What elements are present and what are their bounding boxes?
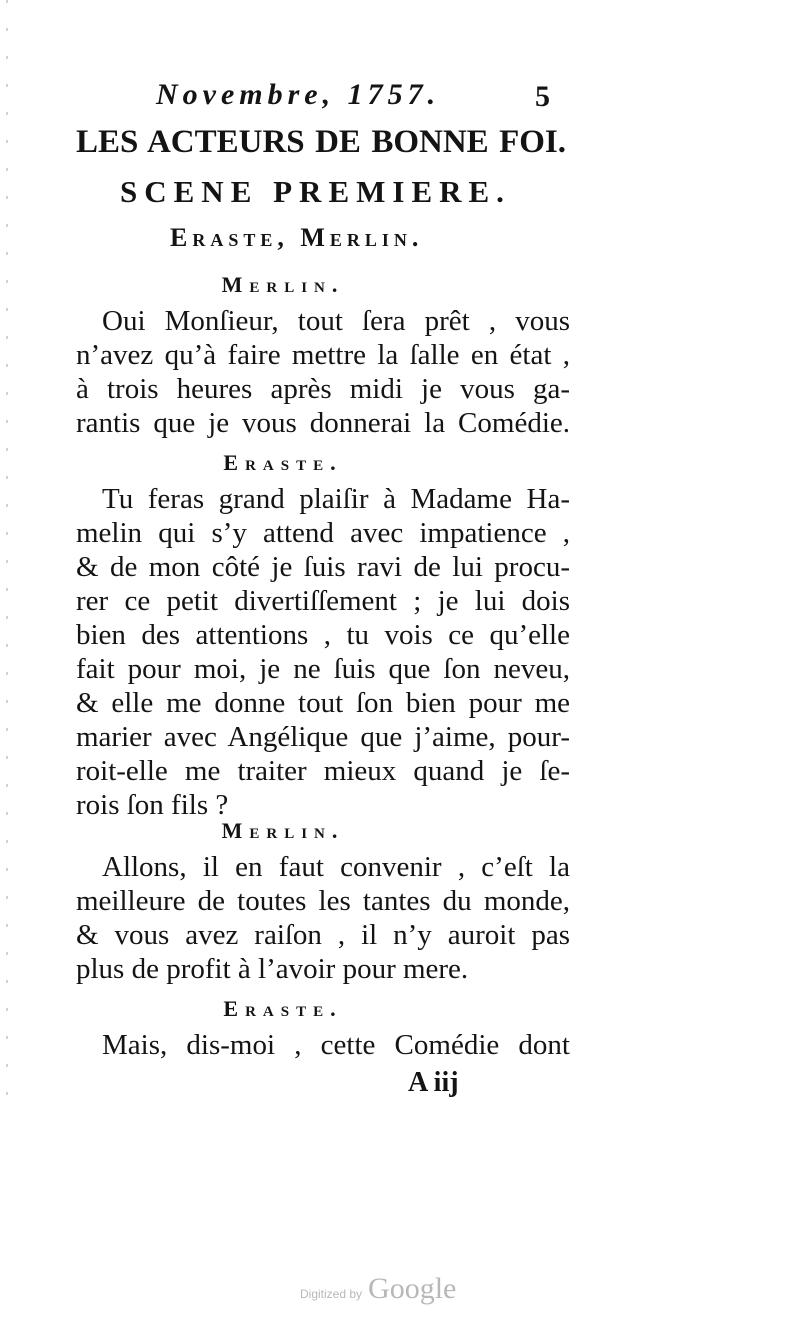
text-line: & elle me donne tout ſon bien pour me [76, 687, 570, 719]
play-title: LES ACTEURS DE BONNE FOI. [76, 124, 566, 160]
speaker-name: Merlin. [221, 818, 345, 843]
page-edge-shadow [6, 0, 8, 1100]
page-number: 5 [535, 80, 550, 113]
speaker-name: Eraste. [223, 996, 343, 1021]
speaker-name: Eraste. [223, 450, 343, 475]
characters-list: Eraste, Merlin. [170, 223, 424, 252]
text-line: rantis que je vous donnerai la Comédie. [76, 407, 570, 439]
text-line: n’avez qu’à faire mettre la ſalle en état , [76, 339, 570, 371]
text-line: rer ce petit divertiſſement ; je lui dois [76, 585, 570, 617]
text-line: bien des attentions , tu vois ce qu’elle [76, 619, 570, 651]
text-line: Allons, il en faut convenir , c’eſt la [102, 851, 570, 883]
speech-text [76, 304, 570, 440]
watermark-prefix: Digitized by [300, 1287, 363, 1301]
speaker-name: Merlin. [221, 272, 345, 297]
speech-text [76, 1028, 570, 1062]
text-line: Tu feras grand plaiſir à Madame Ha- [102, 483, 570, 515]
text-line: melin qui s’y attend avec impatience , [76, 517, 570, 549]
text-line: fait pour moi, je ne ſuis que ſon neveu, [76, 653, 570, 685]
text-line: rois ſon fils ? [76, 789, 229, 821]
text-line: meilleure de toutes les tantes du monde, [76, 885, 570, 917]
text-line: marier avec Angélique que j’aime, pour- [76, 721, 570, 753]
running-header: Novembre, 1757. [156, 78, 441, 111]
text-line: à trois heures après midi je vous ga- [76, 373, 570, 405]
text-line: Mais, dis-moi , cette Comédie dont [102, 1029, 570, 1061]
speech-text [76, 482, 570, 822]
google-logo: Google [368, 1272, 457, 1305]
speech-text [76, 850, 570, 986]
text-line: roit-elle me traiter mieux quand je ſe- [76, 755, 570, 787]
text-line: Oui Monſieur, tout ſera prêt , vous [102, 305, 570, 337]
digitized-watermark [300, 1272, 456, 1306]
text-line: & de mon côté je ſuis ravi de lui procu- [76, 551, 570, 583]
text-line: & vous avez raiſon , il n’y auroit pas [76, 919, 570, 951]
scene-heading: SCENE PREMIERE. [120, 174, 511, 209]
text-line: plus de profit à l’avoir pour mere. [76, 953, 469, 985]
signature-mark: A iij [408, 1067, 459, 1098]
